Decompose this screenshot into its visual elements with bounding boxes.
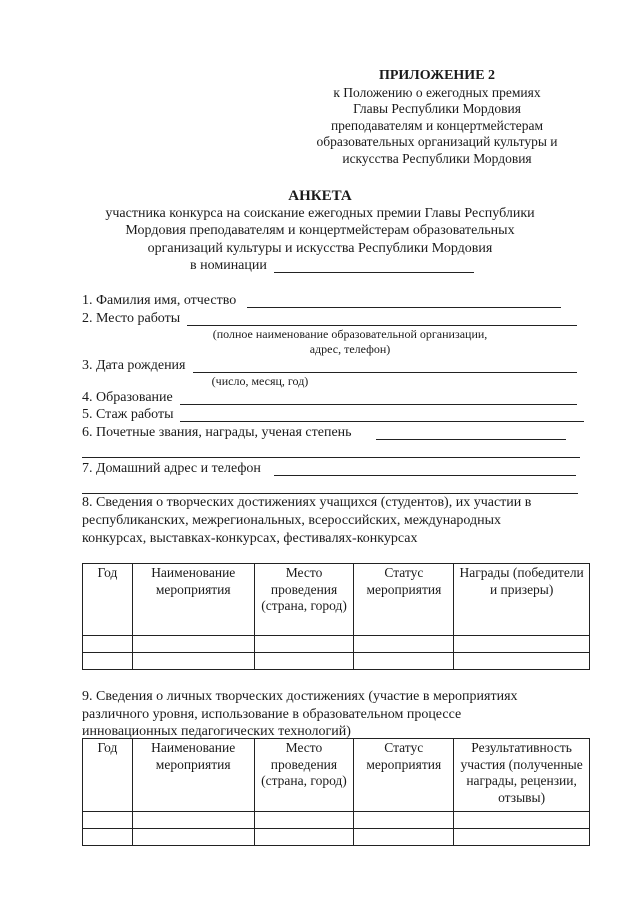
table-header-cell: Статус мероприятия <box>354 564 454 636</box>
table-header-cell: Год <box>83 739 133 812</box>
table-cell[interactable] <box>83 829 133 846</box>
subtitle-line: Мордовия преподавателям и концертмейстерам образовательных <box>125 223 515 238</box>
workplace-hint: адрес, телефон) <box>309 342 391 356</box>
nomination-field[interactable] <box>274 272 474 273</box>
name-label: 1. Фамилия имя, отчество <box>82 293 237 308</box>
table-cell[interactable] <box>454 829 590 846</box>
table-cell[interactable] <box>454 812 590 829</box>
appendix-header <box>287 68 587 167</box>
appendix-title: ПРИЛОЖЕНИЕ 2 <box>378 68 496 83</box>
section8-line: республиканских, межрегиональных, всероссийских, международных <box>82 513 502 528</box>
table-header-row <box>83 739 590 812</box>
table-cell[interactable] <box>354 829 454 846</box>
titles-label: 6. Почетные звания, награды, ученая степень <box>82 425 352 440</box>
table-cell[interactable] <box>354 812 454 829</box>
table-header-row <box>83 564 590 636</box>
subtitle-line: организаций культуры и искусства Республики Мордовия <box>147 241 493 256</box>
table-cell[interactable] <box>254 653 354 670</box>
table-cell[interactable] <box>454 653 590 670</box>
education-field[interactable] <box>180 404 577 405</box>
experience-field[interactable] <box>180 421 584 422</box>
achievements-table-students <box>82 563 590 670</box>
experience-label: 5. Стаж работы <box>82 407 174 422</box>
achievements-table-personal <box>82 738 590 846</box>
table-cell[interactable] <box>254 829 354 846</box>
section9-line: различного уровня, использование в образовательном процессе <box>82 707 462 722</box>
appendix-line: Главы Республики Мордовия <box>353 101 521 116</box>
birthdate-label: 3. Дата рождения <box>82 358 186 373</box>
table-header-cell: Результативность участия (полученные награды, рецензии, отзывы) <box>454 739 590 812</box>
table-header-cell: Статус мероприятия <box>354 739 454 812</box>
section8-line: конкурсах, выставках-конкурсах, фестивалях-конкурсах <box>82 531 418 546</box>
address-label: 7. Домашний адрес и телефон <box>82 461 261 476</box>
birthdate-hint: (число, месяц, год) <box>211 374 309 388</box>
table-row[interactable] <box>83 636 590 653</box>
table-cell[interactable] <box>132 812 254 829</box>
table-header-cell: Место проведения (страна, город) <box>254 564 354 636</box>
address-field[interactable] <box>274 475 576 476</box>
education-label: 4. Образование <box>82 390 173 405</box>
table-cell[interactable] <box>83 636 133 653</box>
appendix-line: образовательных организаций культуры и <box>316 134 558 149</box>
workplace-field[interactable] <box>187 325 577 326</box>
table-row[interactable] <box>83 812 590 829</box>
table-header-cell: Награды (победители и призеры) <box>454 564 590 636</box>
nomination-label: в номинации <box>190 258 267 273</box>
table-header-cell: Наименование мероприятия <box>132 564 254 636</box>
table-cell[interactable] <box>454 636 590 653</box>
appendix-line: искусства Республики Мордовия <box>342 150 532 166</box>
appendix-line: к Положению о ежегодных премиях <box>333 84 541 100</box>
workplace-hint: (полное наименование образовательной организации, <box>212 327 488 341</box>
table-cell[interactable] <box>132 653 254 670</box>
table-row[interactable] <box>83 829 590 846</box>
section8-line: 8. Сведения о творческих достижениях учащихся (студентов), их участии в <box>82 495 532 510</box>
table-cell[interactable] <box>83 812 133 829</box>
table-header-cell: Год <box>83 564 133 636</box>
birthdate-field[interactable] <box>193 372 577 373</box>
form-title: АНКЕТА <box>288 188 352 204</box>
table-header-cell: Наименование мероприятия <box>132 739 254 812</box>
table-cell[interactable] <box>83 653 133 670</box>
table-row[interactable] <box>83 653 590 670</box>
section9-line: 9. Сведения о личных творческих достижениях (участие в мероприятиях <box>82 689 518 704</box>
appendix-line: преподавателям и концертмейстерам <box>330 117 544 133</box>
table-cell[interactable] <box>354 653 454 670</box>
table-cell[interactable] <box>354 636 454 653</box>
name-field[interactable] <box>247 307 561 308</box>
titles-field-extra[interactable] <box>82 457 580 458</box>
table-cell[interactable] <box>254 636 354 653</box>
table-cell[interactable] <box>254 812 354 829</box>
titles-field[interactable] <box>376 439 566 440</box>
subtitle-line: участника конкурса на соискание ежегодных премии Главы Республики <box>105 206 535 221</box>
table-header-cell: Место проведения (страна, город) <box>254 739 354 812</box>
table-cell[interactable] <box>132 636 254 653</box>
section9-line: инновационных педагогических технологий) <box>82 724 351 739</box>
workplace-label: 2. Место работы <box>82 311 181 326</box>
table-cell[interactable] <box>132 829 254 846</box>
